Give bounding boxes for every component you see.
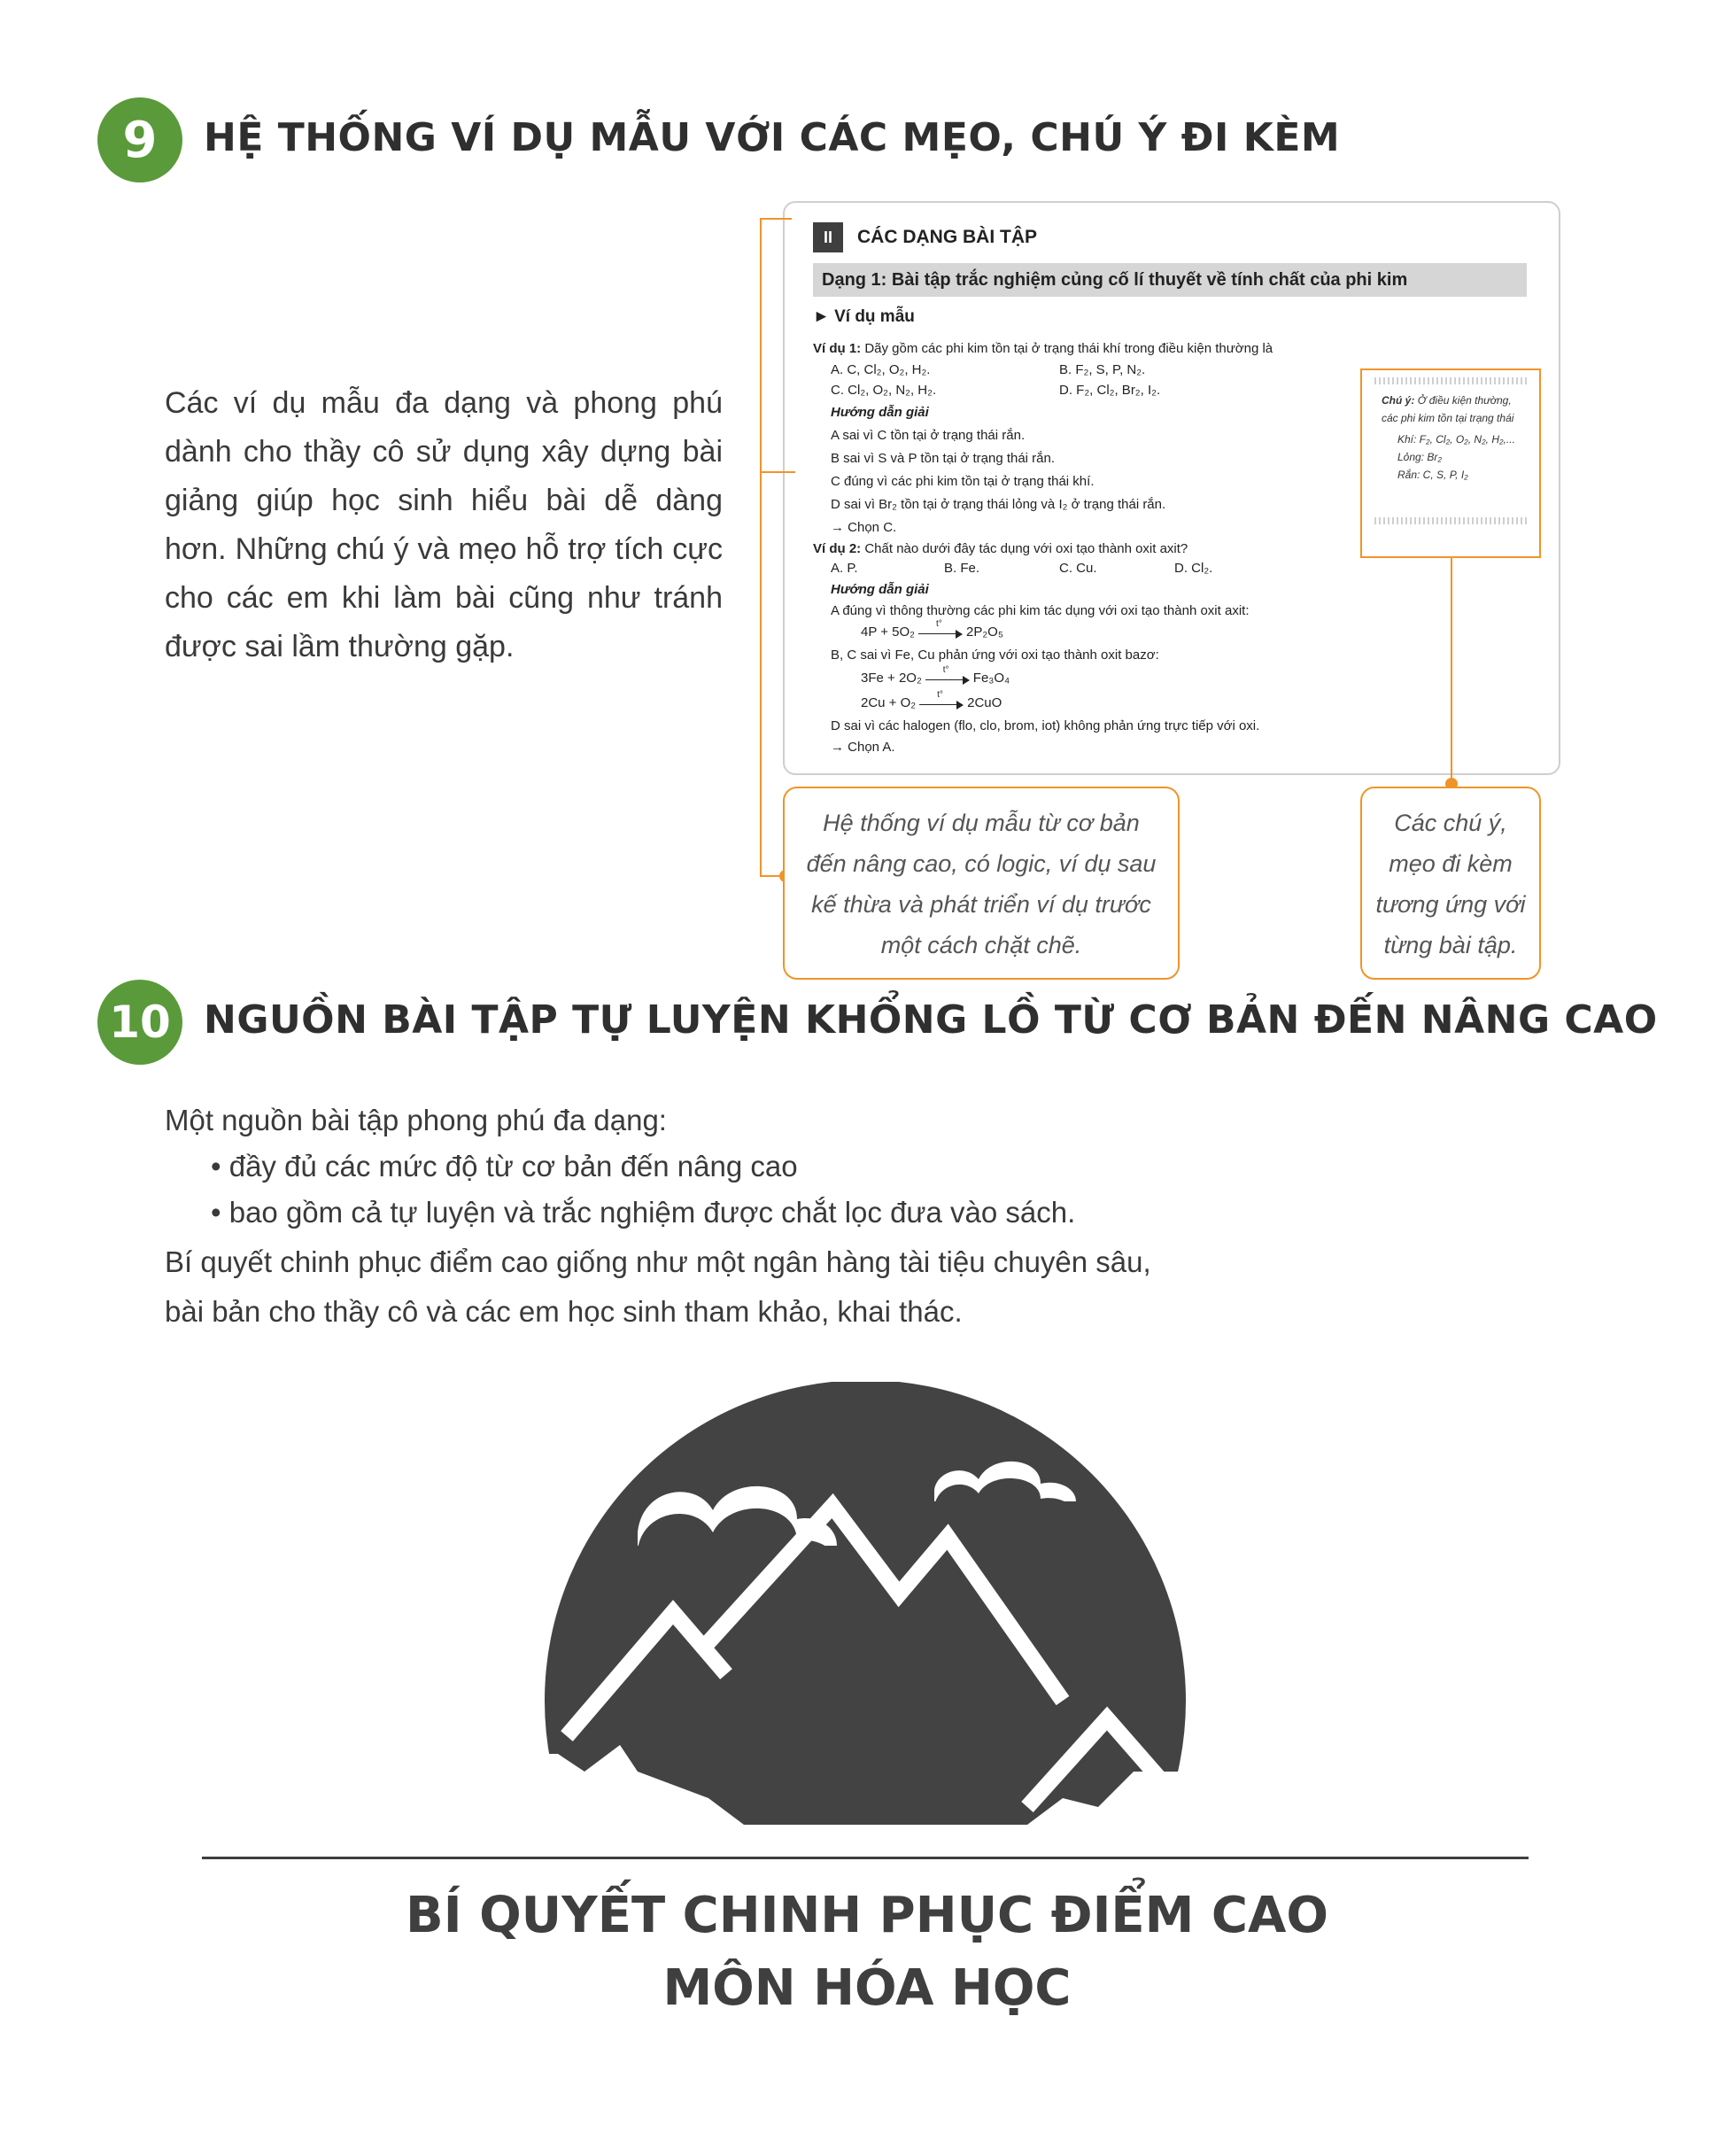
- sample-section-header: [813, 222, 1037, 252]
- example-1-option-c: C. Cl₂, O₂, N₂, H₂.: [831, 383, 937, 398]
- connector-right-vertical: [1451, 558, 1452, 783]
- callout-left: [783, 787, 1180, 980]
- example-1-line-b: B sai vì S và P tồn tại ở trạng thái rắn.: [831, 451, 1056, 466]
- section-10-lead: Một nguồn bài tập phong phú đa dạng:: [165, 1104, 667, 1136]
- reaction-2-heat: t°: [942, 664, 949, 675]
- callout-left-text: Hệ thống ví dụ mẫu từ cơ bản đến nâng cao, có logic, ví dụ sau kế thừa và phát triển ví dụ trước một cách chặt chẽ.: [806, 810, 1157, 958]
- example-1-option-d: D. F₂, Cl₂, Br₂, I₂.: [1059, 383, 1161, 398]
- footer-title-line-1: BÍ QUYẾT CHINH PHỤC ĐIỂM CAO: [406, 1887, 1328, 1944]
- example-heading: ► Ví dụ mẫu: [813, 307, 915, 326]
- section-9-intro: Các ví dụ mẫu đa dạng và phong phú dành cho thầy cô sử dụng xây dựng bài giảng giúp học sinh hiểu bài dễ dàng hơn. Những chú ý và mẹo hỗ trợ tích cực cho các em khi làm bài cũng như tránh được sai lầm thường gặp.: [165, 386, 723, 663]
- example-2-option-d: D. Cl₂.: [1174, 561, 1213, 576]
- reaction-2-arrow: [925, 664, 970, 683]
- reaction-1-heat: t°: [936, 618, 942, 629]
- reaction-2: [861, 664, 1010, 686]
- exercise-type-bar: Dạng 1: Bài tập trắc nghiệm củng cố lí thuyết về tính chất của phi kim: [813, 263, 1527, 297]
- reaction-1-arrow: [918, 618, 963, 637]
- callout-right-text: Các chú ý, mẹo đi kèm tương ứng với từng bài tập.: [1375, 810, 1526, 958]
- section-10-badge: [97, 980, 182, 1065]
- note-rule-bottom: [1374, 517, 1527, 524]
- section-10-bullet-1: • đầy đủ các mức độ từ cơ bản đến nâng cao: [211, 1150, 798, 1183]
- note-intro: [1382, 392, 1529, 427]
- note-gas: Khí: F₂, Cl₂, O₂, N₂, H₂,...: [1397, 433, 1515, 446]
- example-2-option-b: B. Fe.: [944, 561, 980, 576]
- reaction-3-reactants: 2Cu + O₂: [861, 695, 917, 710]
- connector-left-top: [760, 218, 792, 220]
- example-2-label: Ví dụ 2:: [813, 541, 862, 556]
- section-10-number: 10: [109, 997, 171, 1048]
- section-9-title: HỆ THỐNG VÍ DỤ MẪU VỚI CÁC MẸO, CHÚ Ý ĐI KÈM: [204, 115, 1341, 160]
- example-2-line-bc: B, C sai vì Fe, Cu phản ứng với oxi tạo thành oxit bazơ:: [831, 648, 1159, 663]
- sample-section-title: CÁC DẠNG BÀI TẬP: [857, 227, 1037, 247]
- reaction-3-heat: t°: [937, 689, 943, 700]
- example-1-answer: → Chọn C.: [831, 520, 897, 535]
- example-2-line-d: D sai vì các halogen (flo, clo, brom, iot) không phản ứng trực tiếp với oxi.: [831, 718, 1260, 733]
- note-solid: Rắn: C, S, P, I₂: [1397, 469, 1468, 481]
- note-text: [1382, 392, 1529, 484]
- mountain-moon-illustration: [531, 1382, 1204, 1825]
- example-2-line-a: A đúng vì thông thường các phi kim tác dụng với oxi tạo thành oxit axit:: [831, 603, 1250, 618]
- footer-title-line-2: MÔN HÓA HỌC: [662, 1959, 1072, 2017]
- note-liquid: Lỏng: Br₂: [1397, 451, 1442, 463]
- note-intro-text: Ở điều kiện thường, các phi kim tồn tại trạng thái: [1382, 394, 1514, 424]
- section-10-closing-1: Bí quyết chinh phục điểm cao giống như một ngân hàng tài tiệu chuyên sâu,: [165, 1245, 1151, 1278]
- note-box: [1360, 368, 1541, 558]
- reaction-1: [861, 618, 1003, 640]
- reaction-2-products: Fe₃O₄: [972, 671, 1010, 686]
- example-2-guide: Hướng dẫn giải: [831, 582, 929, 597]
- example-2-text: Chất nào dưới đây tác dụng với oxi tạo thành oxit axit?: [864, 541, 1188, 556]
- reaction-3: [861, 689, 1002, 710]
- example-1-line-a: A sai vì C tồn tại ở trạng thái rắn.: [831, 428, 1026, 443]
- reaction-3-products: 2CuO: [967, 695, 1002, 710]
- reaction-3-arrow: [919, 689, 964, 708]
- sample-section-number: II: [813, 222, 843, 252]
- example-2-option-a: A. P.: [831, 561, 858, 576]
- example-1-label: Ví dụ 1:: [813, 341, 862, 356]
- example-1-text: Dãy gồm các phi kim tồn tại ở trạng thái khí trong điều kiện thường là: [864, 341, 1273, 356]
- connector-left-mid: [760, 471, 795, 473]
- example-1-question: [813, 341, 1273, 356]
- example-1-option-a: A. C, Cl₂, O₂, H₂.: [831, 362, 931, 377]
- note-rule-top: [1374, 377, 1527, 384]
- connector-left-vertical: [760, 218, 762, 877]
- section-10-bullet-2: • bao gồm cả tự luyện và trắc nghiệm được chắt lọc đưa vào sách.: [211, 1196, 1076, 1229]
- footer-divider: [202, 1857, 1529, 1859]
- example-1-line-d: D sai vì Br₂ tồn tại ở trạng thái lỏng và I₂ ở trạng thái rắn.: [831, 497, 1166, 512]
- example-1-line-c: C đúng vì các phi kim tồn tại ở trạng thái khí.: [831, 474, 1095, 489]
- reaction-1-products: 2P₂O₅: [966, 624, 1003, 640]
- callout-right: [1360, 787, 1541, 980]
- example-1-option-b: B. F₂, S, P, N₂.: [1059, 362, 1146, 377]
- section-9-number: 9: [122, 111, 158, 169]
- section-9-badge: [97, 97, 182, 182]
- example-1-guide: Hướng dẫn giải: [831, 405, 929, 420]
- section-10-closing-2: bài bản cho thầy cô và các em học sinh tham khảo, khai thác.: [165, 1295, 963, 1328]
- example-2-option-c: C. Cu.: [1059, 561, 1097, 576]
- reaction-2-reactants: 3Fe + 2O₂: [861, 671, 922, 686]
- example-2-answer: → Chọn A.: [831, 740, 895, 755]
- section-10-title: NGUỒN BÀI TẬP TỰ LUYỆN KHỔNG LỒ TỪ CƠ BẢN ĐẾN NÂNG CAO: [204, 997, 1658, 1043]
- note-label: Chú ý:: [1382, 394, 1415, 407]
- reaction-1-reactants: 4P + 5O₂: [861, 624, 916, 640]
- example-2-question: [813, 541, 1188, 556]
